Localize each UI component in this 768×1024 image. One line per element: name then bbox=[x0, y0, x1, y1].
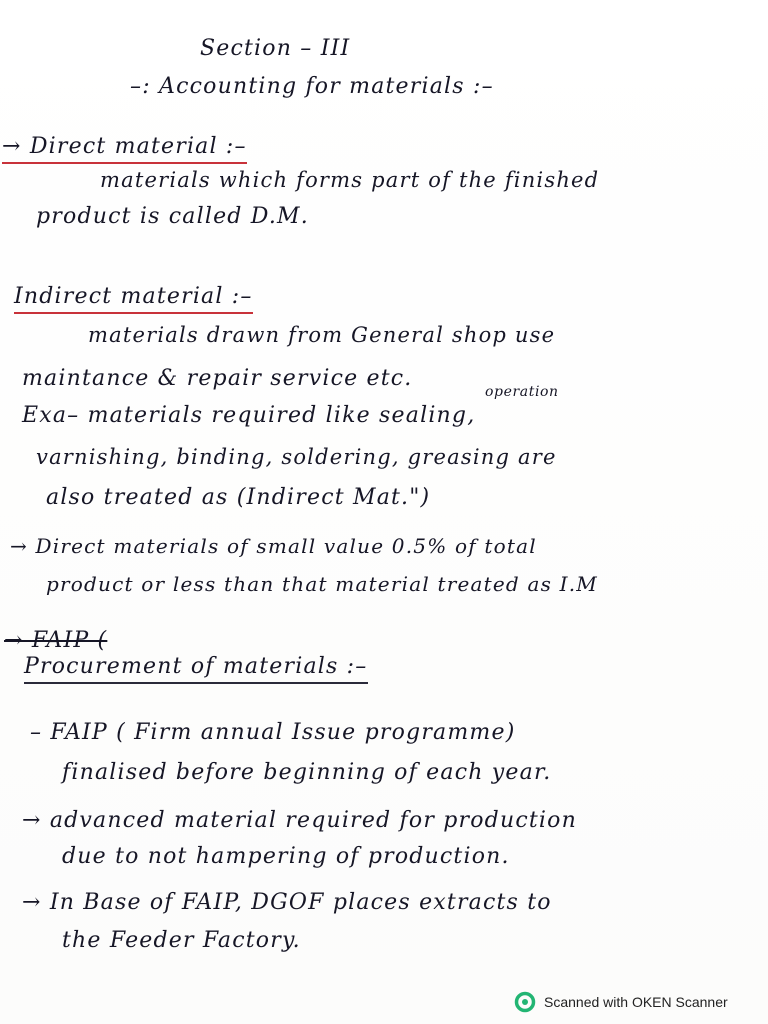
procurement-item-3: → advanced material required for production bbox=[22, 808, 577, 833]
indirect-material-line-1: materials drawn from General shop use bbox=[88, 323, 556, 347]
procurement-item-2: finalised before beginning of each year. bbox=[62, 760, 552, 785]
direct-material-heading bbox=[2, 136, 247, 158]
scanner-watermark bbox=[514, 990, 728, 1014]
indirect-material-line-5: also treated as (Indirect Mat.") bbox=[46, 485, 431, 510]
procurement-item-6: the Feeder Factory. bbox=[62, 928, 301, 953]
direct-material-heading-text: → Direct material :– bbox=[2, 134, 247, 164]
indirect-material-heading-text: Indirect material :– bbox=[14, 284, 253, 314]
oken-scanner-logo-icon bbox=[514, 991, 536, 1013]
small-value-line-2: product or less than that material treated as I.M bbox=[46, 572, 598, 596]
faip-struck bbox=[4, 630, 107, 652]
indirect-material-line-4: varnishing, binding, soldering, greasing are bbox=[36, 445, 557, 469]
procurement-item-1: – FAIP ( Firm annual Issue programme) bbox=[30, 720, 516, 745]
faip-struck-text: → FAIP ( bbox=[4, 628, 108, 653]
inserted-word-operation: operation bbox=[485, 384, 559, 400]
direct-material-line-1: materials which forms part of the finished bbox=[100, 168, 600, 192]
direct-material-line-2: product is called D.M. bbox=[36, 204, 309, 229]
chapter-heading: –: Accounting for materials :– bbox=[130, 74, 494, 99]
procurement-item-4: due to not hampering of production. bbox=[62, 844, 510, 869]
section-title: Section – III bbox=[200, 36, 351, 61]
small-value-line-1: → Direct materials of small value 0.5% of total bbox=[10, 534, 537, 558]
procurement-heading bbox=[24, 656, 368, 678]
procurement-item-5: → In Base of FAIP, DGOF places extracts to bbox=[22, 890, 552, 915]
indirect-material-heading bbox=[14, 286, 253, 308]
indirect-material-line-3: Exa– materials required like sealing, bbox=[22, 403, 476, 428]
watermark-text: Scanned with OKEN Scanner bbox=[544, 994, 728, 1010]
indirect-material-line-2: maintance & repair service etc. bbox=[22, 366, 413, 391]
procurement-heading-text: Procurement of materials :– bbox=[24, 654, 368, 684]
